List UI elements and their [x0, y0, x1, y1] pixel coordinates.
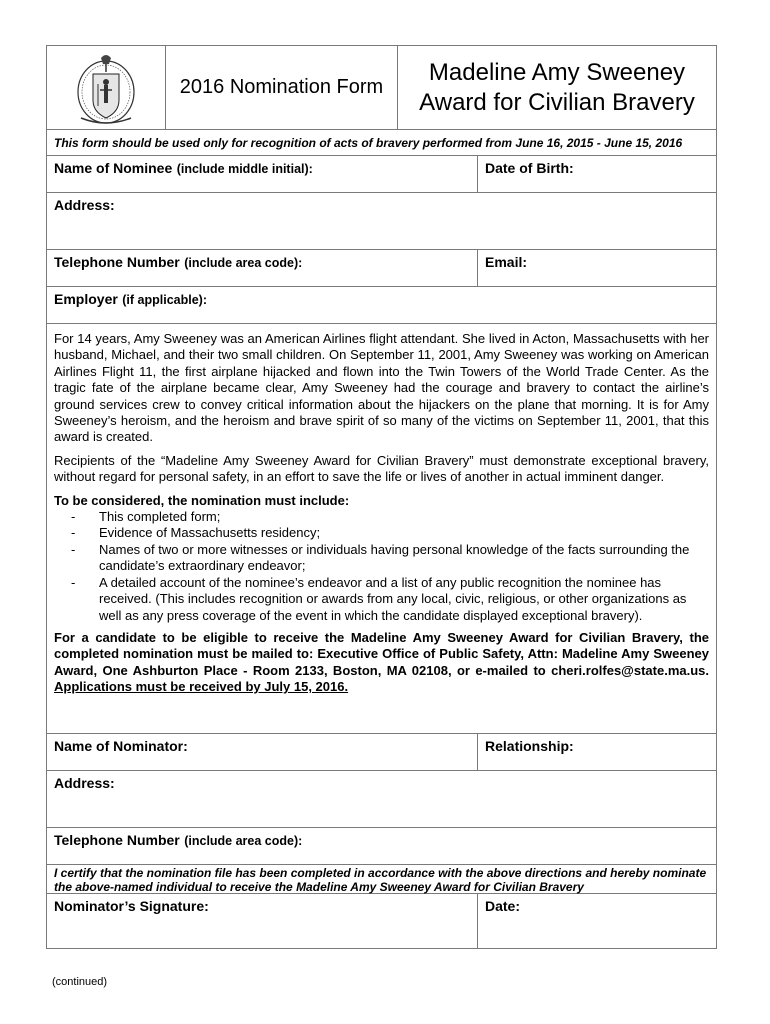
- nominee-employer-field[interactable]: [47, 287, 716, 323]
- deadline-text: Applications must be received by July 15, 2016.: [54, 679, 349, 695]
- continued-note: (continued): [52, 976, 108, 988]
- seal-cell: [47, 46, 165, 129]
- award-description: [47, 324, 716, 733]
- nominator-relationship-field[interactable]: [477, 734, 716, 770]
- mailing-address-text: For a candidate to be eligible to receive the Madeline Amy Sweeney Award for Civilian Bravery, the completed nomination must be mailed to: Executive Office of Public Safety, Attn: Madeline Amy Sweeney Award, One Ashburton Place - Room 2133, Boston, MA 02108, or e-mailed to cheri.rolfes@state.ma.us.: [54, 629, 709, 678]
- nominator-relationship-label: Relationship:: [485, 738, 574, 754]
- form-year-label: 2016 Nomination Form: [165, 46, 397, 129]
- nominee-name-label: Name of Nominee: [54, 160, 173, 176]
- nominator-address-row: [47, 771, 716, 828]
- nominee-employer-label: Employer: [54, 291, 118, 307]
- nominee-email-label: Email:: [485, 254, 528, 270]
- nominee-name-row: [47, 156, 716, 193]
- certification-statement: I certify that the nomination file has been completed in accordance with the above directions and hereby nominate the above-named individual to receive the Madeline Amy Sweeney Award for Civilian Bravery: [54, 866, 707, 894]
- nominee-employer-row: [47, 287, 716, 324]
- signature-row: [47, 894, 716, 948]
- criteria-paragraph: Recipients of the “Madeline Amy Sweeney Award for Civilian Bravery” must demonstrate exceptional bravery, without regard for personal safety, in an effort to save the life or lives of another in actual imminent danger.: [54, 452, 709, 485]
- signature-label: Nominator’s Signature:: [54, 898, 209, 914]
- list-item: - A detailed account of the nominee’s endeavor and a list of any public recognition the nominee has received. (This includes recognition or awards from any local, civic, religious, or other organizations as well as any press coverage of the event in which the candidate displayed exceptional bravery).: [54, 575, 709, 624]
- massachusetts-seal-icon: [71, 50, 141, 126]
- nominee-email-field[interactable]: [477, 250, 716, 286]
- award-description-row: [47, 324, 716, 734]
- nominee-name-field[interactable]: [47, 156, 477, 192]
- signature-date-label: Date:: [485, 898, 521, 914]
- certification-row: [47, 865, 716, 894]
- background-paragraph: For 14 years, Amy Sweeney was an American Airlines flight attendant. She lived in Acton, Massachusetts with her husband, Michael, and their two small children. On September 11, 2001, Amy Sweeney was working on American Airlines Flight 11, the first airplane hijacked and flown into the Twin Towers of the World Trade Center. As the tragic fate of the airplane became clear, Amy Sweeney had the courage and bravery to contact the airline’s ground services crew to convey critical information about the hijackers on the plane that morning. It is for Amy Sweeney’s heroism, and the heroism and brave spirit of so many of the victims on September 11, 2001, that this award is created.: [54, 331, 709, 445]
- nomination-form: [46, 45, 717, 949]
- nominator-address-label: Address:: [54, 775, 115, 791]
- submission-instructions: [54, 630, 709, 696]
- nominee-address-row: [47, 193, 716, 250]
- nominator-name-field[interactable]: [47, 734, 477, 770]
- nominator-phone-hint: (include area code):: [184, 834, 303, 848]
- nominator-phone-label: Telephone Number: [54, 832, 180, 848]
- list-item: - This completed form;: [54, 509, 709, 525]
- nominator-phone-field[interactable]: [47, 828, 716, 864]
- nominee-phone-label: Telephone Number: [54, 254, 180, 270]
- signature-date-field[interactable]: [477, 894, 716, 948]
- nominee-name-hint: (include middle initial):: [176, 162, 313, 176]
- nominee-employer-hint: (if applicable):: [122, 293, 207, 307]
- eligibility-notice: This form should be used only for recognition of acts of bravery performed from June 16, 2015 - June 15, 2016: [54, 135, 683, 150]
- nominee-address-label: Address:: [54, 197, 115, 213]
- nominee-dob-field[interactable]: [477, 156, 716, 192]
- award-title-line1: Madeline Amy Sweeney: [428, 58, 686, 86]
- list-item: - Evidence of Massachusetts residency;: [54, 525, 709, 541]
- list-item: - Names of two or more witnesses or individuals having personal knowledge of the facts surrounding the candidate’s extraordinary endeavor;: [54, 542, 709, 575]
- requirements-heading: To be considered, the nomination must include:: [54, 492, 350, 508]
- nominee-address-field[interactable]: [47, 193, 716, 249]
- nominator-name-row: [47, 734, 716, 771]
- nominee-phone-hint: (include area code):: [184, 256, 303, 270]
- nominator-name-label: Name of Nominator:: [54, 738, 188, 754]
- eligibility-notice-row: [47, 130, 716, 156]
- form-header: [47, 46, 716, 130]
- nominee-phone-field[interactable]: [47, 250, 477, 286]
- nominator-phone-row: [47, 828, 716, 865]
- requirements-list: [54, 509, 709, 624]
- nominator-address-field[interactable]: [47, 771, 716, 827]
- award-title-line2: Award for Civilian Bravery: [419, 88, 695, 116]
- signature-field[interactable]: [47, 894, 477, 948]
- nominee-contact-row: [47, 250, 716, 287]
- award-title: [397, 46, 716, 129]
- nominee-dob-label: Date of Birth:: [485, 160, 574, 176]
